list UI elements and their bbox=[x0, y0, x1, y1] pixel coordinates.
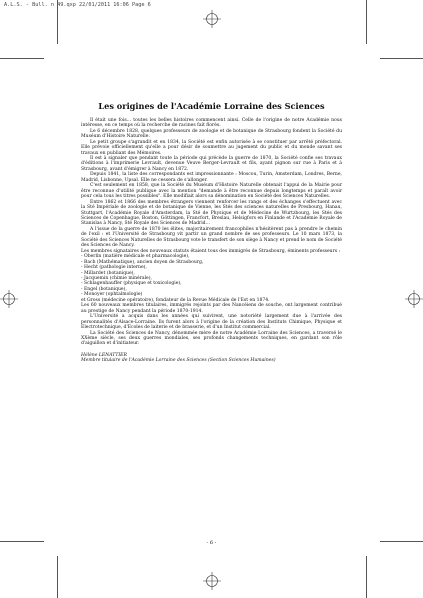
paragraph: L'Université a acquis dans les années qui suivirent, une notoriété largement due à l'arrivée des personnalités d'Alsace-Lorraine. Ils furent alors à l'origine de la création des Instituts Chimique, Physique et Electrotechnique, d'Ecoles de laiterie et de brasserie, et d'un Institut commercial. bbox=[81, 314, 342, 331]
article bbox=[81, 102, 342, 364]
signatories-list bbox=[81, 254, 342, 298]
list-intro: Les membres signataires des nouveaux statuts étaient tous des immigrés de Strasbourg, éminents professeurs : bbox=[81, 248, 341, 254]
author-role: Membre titulaire de l'Académie Lorraine des Sciences (Section Sciences Humaines) bbox=[81, 358, 276, 364]
print-slug: A.L.S. - Bull. n 49.qxp 22/01/2011 16:06 Page 6 bbox=[4, 2, 151, 8]
author-name: Hélène LENATTIER bbox=[81, 352, 127, 358]
paragraph: Il est à signaler que pendant toute la période qui précède la guerre de 1870, la Société confie ses travaux d'éditions à l'imprimerie Levrault, devenue Veuve Berger-Levrault et fils, ayant pignon sur rue à Paris et à Strasbourg, avant d'émigrer à Nancy en 1872. bbox=[81, 156, 342, 172]
list-item: - Engel (botanique), bbox=[81, 286, 127, 292]
registration-mark-top bbox=[203, 10, 221, 28]
crop-mark-top-right-v bbox=[366, 0, 367, 44]
registration-mark-left bbox=[0, 290, 18, 308]
paragraph: A l'issue de la guerre de 1870 les élites, majoritairement francophiles n'hésitèrent pas à prendre le chemin de l'exil : et l'Université de Strasbourg vit partir un grand nombre de ses professeurs. Le 10 mars 1873, la Société des Sciences Naturelles de Strasbourg vote le transfert de son siège à Nancy et prend le nom de Société des Sciences de Nancy. bbox=[81, 226, 342, 249]
list-item: - Hecht (pathologie interne), bbox=[81, 265, 147, 271]
crop-mark-top-left-v bbox=[57, 0, 58, 44]
paragraph: Les 60 nouveaux membres titulaires, immigrés rejoints par des Nancéiens de souche, ont largement contribué au prestige de Nancy pendant la période 1870-1914. bbox=[81, 303, 342, 314]
crop-mark-top-right-h bbox=[380, 58, 423, 59]
crop-mark-top-left-h bbox=[0, 58, 44, 59]
paragraph: Le petit groupe s'agrandit et en 1834, la Société est enfin autorisée à se constituer par arrêté préfectoral. Elle prévoie officiellement qu'elle a pour désir de soumettre au jugement du public et du monde savant ses travaux en publiant des Mémoires. bbox=[81, 139, 342, 156]
list-item: - Monoyer (ophtalmologie) bbox=[81, 292, 143, 298]
registration-mark-right bbox=[405, 290, 423, 308]
list-item: - Bach (Mathématique), ancien doyen de Strasbourg, bbox=[81, 259, 204, 265]
paragraph: La Société des Sciences de Nancy, dénommée mère de notre Académie Lorraine des Sciences, a traversé le XXème siècle, ses deux guerres mondiales, ses profonds changements techniques, en gardant son rôle d'aiguillon et d'initiateur. bbox=[81, 330, 342, 347]
article-title: Les origines de l'Académie Lorraine des Sciences bbox=[98, 101, 325, 111]
paragraph: Le 6 décembre 1828, quelques professeurs de zoologie et de botanique de Strasbourg fondent la Société du Muséum d'Histoire Naturelle. bbox=[81, 128, 342, 140]
list-item: - Millardet (botanique), bbox=[81, 270, 135, 276]
crop-mark-bottom-right-v bbox=[366, 556, 367, 598]
paragraph: C'est seulement en 1858, que la Société du Muséum d'Histoire Naturelle obtenait l'appui de la Mairie pour être reconnue d'utilité publique avec la mention "demande à être reconnue depuis longtemps et paraît avoir pour cela tous les titres possibles". Elle modifiait alors sa dénomination en Société des Sciences Naturelles. bbox=[81, 183, 342, 200]
list-item: - Jacquemin (chimie minérale), bbox=[81, 275, 152, 281]
page-number: - 6 - bbox=[206, 540, 217, 546]
paragraph: Entre 1862 et 1866 des membres étrangers viennent renforcer les rangs et des échanges s'effectuent avec la Sté Impériale de zoologie et de botanique de Vienne, les Stés des sciences naturelles de Presbourg, Hanau, Stuttgart, l'Académie Royale d'Amsterdam, la Sté de Physique et de Médecine de Wurtzbourg, les Stés des Sciences de Copenhague, Boston, Göttingen, Francfort, Breslau, Helsigfors en Finlande et l'Académie Royale de Stanislas à Nancy, Sté Royale des Sciences de Madrid… bbox=[81, 199, 342, 227]
list-item: - Oberlin (matière médicale et pharmacologie), bbox=[81, 254, 190, 260]
registration-mark-bottom bbox=[203, 572, 221, 590]
crop-mark-bottom-left-v bbox=[57, 556, 58, 598]
paragraph: Il était une fois… toutes les belles histoires commencent ainsi. Celle de l'origine de notre Académie nous intéresse, en ce temps où la recherche de racines fait florès. bbox=[81, 117, 342, 129]
paragraph: et Gross (médecine opératoire), fondateur de la Revue Médicale de l'Est en 1874. bbox=[81, 297, 270, 303]
list-item: - Schlagenhauffer (physique et toxicologie), bbox=[81, 281, 182, 287]
paragraph: Depuis 1841, la liste des correspondants est impressionnante : Moscou, Turin, Amsterdam, Londres, Berne, Madrid, Lisbonne, Upsal. Elle ne cessera de s'allonger. bbox=[81, 172, 342, 183]
